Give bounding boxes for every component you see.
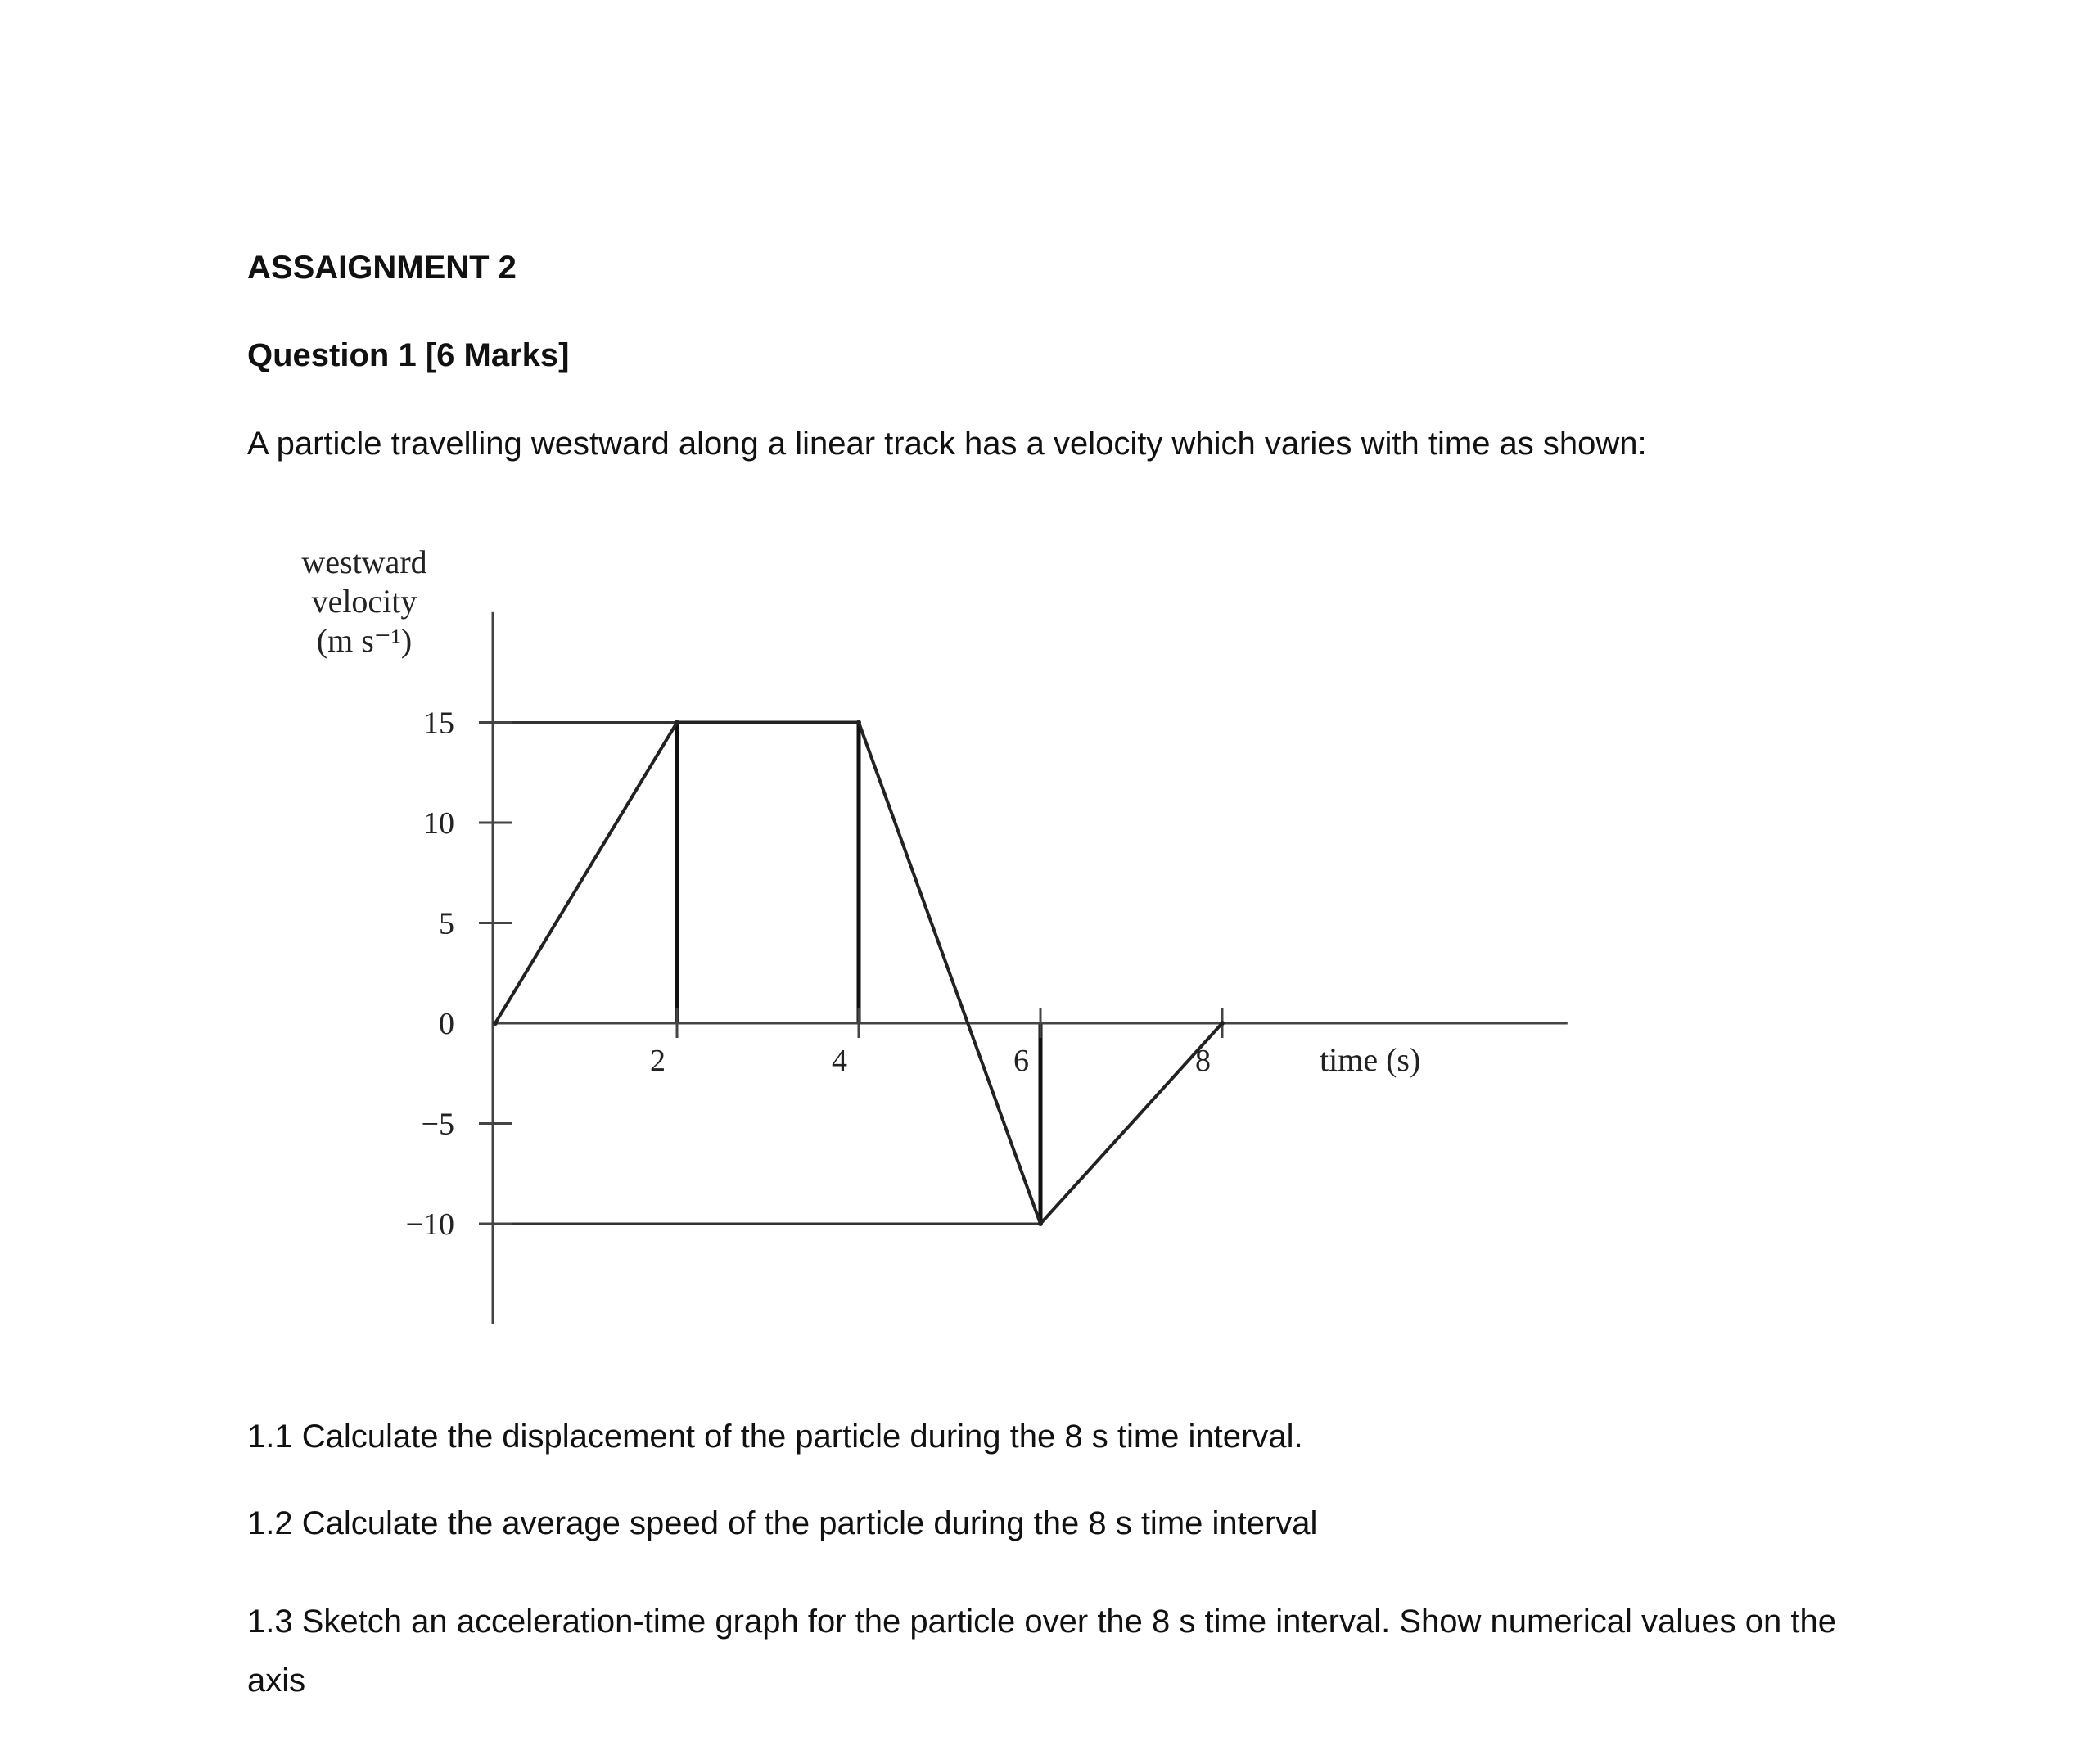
question-intro: A particle travelling westward along a linear track has a velocity which varies with time as shown: <box>247 426 1647 462</box>
y-tick-label: 15 <box>423 706 454 741</box>
y-tick-label: −5 <box>421 1107 454 1142</box>
question-1-2: 1.2 Calculate the average speed of the particle during the 8 s time interval <box>247 1505 1318 1541</box>
data-point <box>1220 1021 1225 1026</box>
velocity-series <box>493 720 1225 1227</box>
x-tick-label: 8 <box>1195 1044 1211 1078</box>
question-1-3: 1.3 Sketch an acceleration-time graph for the particle over the 8 s time interval. Show numerical values on the axis <box>247 1604 1836 1699</box>
data-point <box>1038 1221 1043 1226</box>
tick-labels <box>406 706 1211 1243</box>
y-axis-label-line: westward <box>301 544 427 580</box>
x-tick-label: 4 <box>832 1044 847 1078</box>
y-axis-label <box>301 544 426 659</box>
axes <box>479 612 1568 1324</box>
x-tick-label: 2 <box>650 1044 666 1078</box>
y-axis-label-line: velocity <box>311 583 417 620</box>
data-point <box>493 1021 498 1026</box>
document-title: ASSAIGNMENT 2 <box>247 250 517 286</box>
velocity-line <box>495 723 1222 1225</box>
x-axis-label: time (s) <box>1320 1041 1421 1078</box>
data-point <box>856 720 861 725</box>
question-heading: Question 1 [6 Marks] <box>247 337 570 373</box>
y-tick-label: −10 <box>405 1207 454 1242</box>
x-tick-label: 6 <box>1013 1044 1029 1078</box>
y-tick-label: 0 <box>439 1007 454 1041</box>
y-tick-label: 5 <box>439 906 454 941</box>
y-tick-label: 10 <box>423 806 454 841</box>
guide-lines <box>512 723 1040 1225</box>
question-1-1: 1.1 Calculate the displacement of the particle during the 8 s time interval. <box>247 1419 1303 1455</box>
data-point <box>675 720 679 725</box>
y-axis-label-line: (m s⁻¹) <box>316 622 413 659</box>
